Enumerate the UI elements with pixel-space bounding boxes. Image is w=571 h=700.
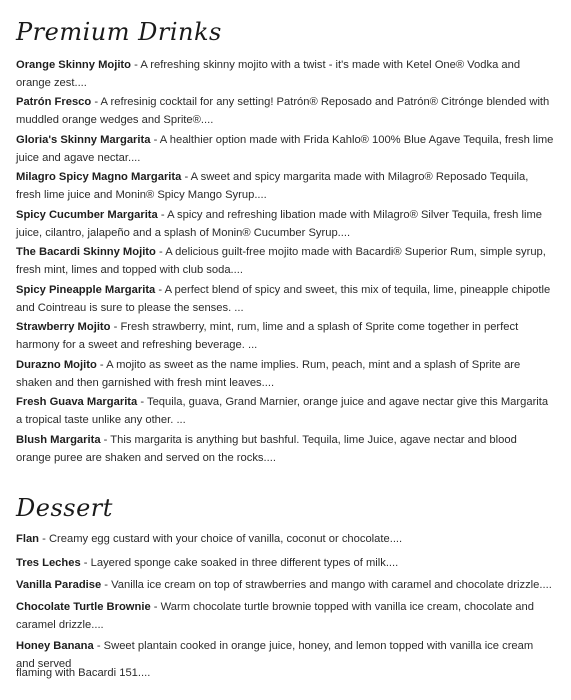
dessert-description: - Vanilla ice cream on top of strawberries and mango with caramel and chocolate drizzle.... — [101, 579, 552, 591]
drink-name: Milagro Spicy Magno Margarita — [16, 171, 182, 183]
drink-description: - A sweet and spicy margarita made with Milagro® Reposado Tequila, fresh lime juice and Monin® Spicy Mango Syrup.... — [16, 171, 529, 201]
drink-item — [16, 56, 554, 92]
drink-name: Durazno Mojito — [16, 359, 97, 371]
drink-description: - A refreshing skinny mojito with a twist - it's made with Ketel One® Vodka and orange zest.... — [16, 59, 521, 89]
drink-description: - A perfect blend of spicy and sweet, this mix of tequila, lime, pineapple chipotle and Cointreau is sure to please the senses. ... — [16, 284, 551, 314]
drink-name: Spicy Cucumber Margarita — [16, 209, 158, 221]
dessert-description: flaming with Bacardi 151.... — [16, 667, 151, 679]
dessert-item — [16, 598, 554, 634]
drink-description: - A healthier option made with Frida Kahlo® 100% Blue Agave Tequila, fresh lime juice and agave nectar.... — [16, 134, 554, 164]
drink-description: - A refresinig cocktail for any setting! Patrón® Reposado and Patrón® Citrónge blended with muddled orange wedges and Sprite®.... — [16, 96, 550, 126]
drink-description: - Fresh strawberry, mint, rum, lime and a splash of Sprite come together in perfect harmony for a sweet and refreshing beverage. ... — [16, 321, 519, 351]
dessert-name: Tres Leches — [16, 557, 81, 569]
drink-description: - This margarita is anything but bashful. Tequila, lime Juice, agave nectar and blood orange puree are shaken and served on the rocks.... — [16, 434, 517, 464]
drink-item — [16, 243, 554, 279]
dessert-item-continuation — [16, 664, 554, 682]
drink-item — [16, 356, 554, 392]
drink-item — [16, 281, 554, 317]
premium-drinks-heading: Premium Drinks — [16, 18, 222, 46]
drink-name: Blush Margarita — [16, 434, 101, 446]
dessert-name: Flan — [16, 533, 39, 545]
drink-item — [16, 431, 554, 467]
drink-name: Patrón Fresco — [16, 96, 92, 108]
drink-item — [16, 318, 554, 354]
drink-name: Orange Skinny Mojito — [16, 59, 131, 71]
drink-item — [16, 93, 554, 129]
drink-name: Gloria's Skinny Margarita — [16, 134, 151, 146]
dessert-item — [16, 530, 554, 548]
drink-item — [16, 206, 554, 242]
drink-name: Fresh Guava Margarita — [16, 396, 138, 408]
dessert-description: - Layered sponge cake soaked in three different types of milk.... — [80, 557, 399, 569]
dessert-item — [16, 554, 554, 572]
drink-description: - A delicious guilt-free mojito made with Bacardi® Superior Rum, simple syrup, fresh mint, limes and topped with club soda.... — [16, 246, 546, 276]
drink-description: - Tequila, guava, Grand Marnier, orange juice and agave nectar give this Margarita a tropical taste unlike any other. ... — [16, 396, 549, 426]
dessert-name: Vanilla Paradise — [16, 579, 102, 591]
drink-name: The Bacardi Skinny Mojito — [16, 246, 156, 258]
drink-item — [16, 168, 554, 204]
drink-item — [16, 131, 554, 167]
drink-description: - A spicy and refreshing libation made with Milagro® Silver Tequila, fresh lime juice, cilantro, jalapeño and a splash of Monin® Cucumber Syrup.... — [16, 209, 542, 239]
dessert-item — [16, 576, 554, 594]
drink-item — [16, 393, 554, 429]
drink-description: - A mojito as sweet as the name implies. Rum, peach, mint and a splash of Sprite are shaken and then garnished with fresh mint leaves.... — [16, 359, 521, 389]
drink-name: Strawberry Mojito — [16, 321, 111, 333]
dessert-description: - Sweet plantain cooked in orange juice, honey, and lemon topped with vanilla ice cream and served — [16, 640, 534, 670]
dessert-description: - Warm chocolate turtle brownie topped with vanilla ice cream, chocolate and caramel drizzle.... — [16, 601, 534, 631]
dessert-heading: Dessert — [16, 494, 113, 522]
drink-name: Spicy Pineapple Margarita — [16, 284, 156, 296]
dessert-description: - Creamy egg custard with your choice of vanilla, coconut or chocolate.... — [39, 533, 403, 545]
dessert-name: Chocolate Turtle Brownie — [16, 601, 151, 613]
dessert-name: Honey Banana — [16, 640, 94, 652]
